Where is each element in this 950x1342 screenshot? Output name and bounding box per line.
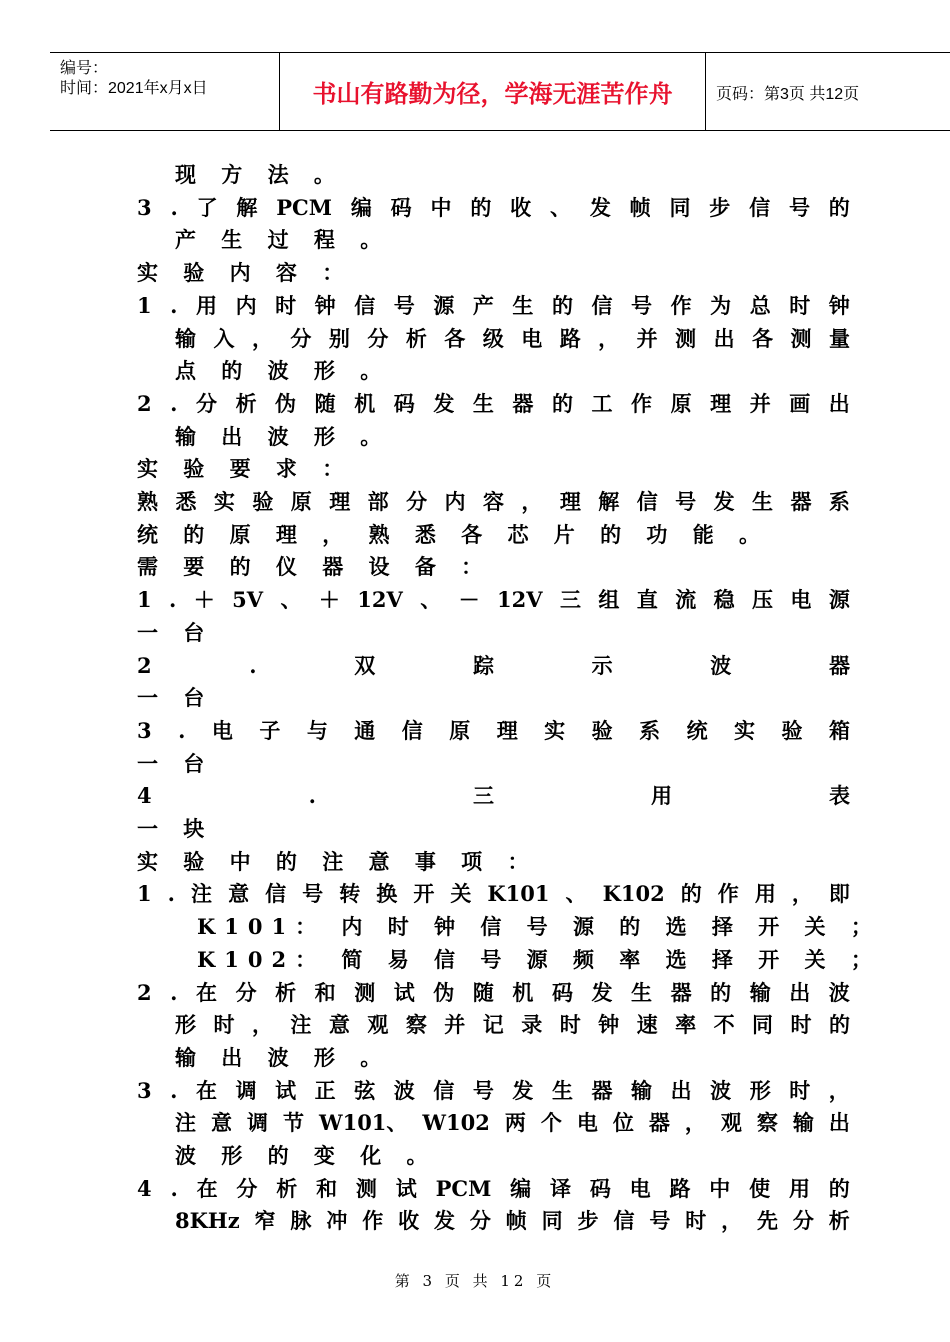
header-page-info: 页码：第3页 共12页 — [716, 86, 860, 103]
header-meta — [60, 59, 208, 99]
serial-label: 编号： — [60, 60, 109, 77]
text-line: 一 台 — [137, 685, 214, 711]
text-line: 1 . 用 内 时 钟 信 号 源 产 生 的 信 号 作 为 总 时 钟 — [137, 292, 850, 318]
text-line: 现 方 法 。 — [175, 162, 344, 187]
text-line: 需 要 的 仪 器 设 备 ： — [137, 554, 492, 580]
text-line: 输 出 波 形 。 — [175, 423, 391, 449]
text-line: 一 台 — [137, 619, 214, 645]
page-header — [50, 52, 950, 131]
text-line: 1 . ＋ 5V 、 ＋ 12V 、 － 12V 三 组 直 流 稳 压 电 源 — [137, 587, 850, 613]
header-divider — [705, 53, 706, 130]
text-line: 1 . 注 意 信 号 转 换 开 关 K101 、 K102 的 作 用 ， 即 — [137, 881, 850, 907]
text-line: 输 入 ， 分 别 分 析 各 级 电 路 ， 并 测 出 各 测 量 — [175, 325, 850, 351]
text-line: 波 形 的 变 化 。 — [175, 1143, 437, 1168]
text-line: 统 的 原 理 ， 熟 悉 各 芯 片 的 功 能 。 — [137, 521, 770, 547]
text-line: 输 出 波 形 。 — [175, 1044, 391, 1070]
text-line: 熟 悉 实 验 原 理 部 分 内 容 ， 理 解 信 号 发 生 器 系 — [137, 489, 850, 514]
text-line: 4 . 三 用 表 — [137, 783, 850, 809]
text-line: 8KHz 窄 脉 冲 作 收 发 分 帧 同 步 信 号 时 ， 先 分 析 — [175, 1208, 850, 1234]
text-line: 注 意 调 节 W101、 W102 两 个 电 位 器 ， 观 察 输 出 — [175, 1110, 850, 1136]
text-line: 3 . 在 调 试 正 弦 波 信 号 发 生 器 输 出 波 形 时 ， — [137, 1077, 850, 1103]
text-line: 实 验 内 容 ： — [137, 260, 353, 286]
text-line: 4 . 在 分 析 和 测 试 PCM 编 译 码 电 路 中 使 用 的 — [137, 1175, 850, 1201]
text-line: 2 . 双 踪 示 波 器 — [137, 652, 850, 678]
text-line: 3 . 了 解 PCM 编 码 中 的 收 、 发 帧 同 步 信 号 的 — [137, 194, 850, 220]
text-line: 2 . 在 分 析 和 测 试 伪 随 机 码 发 生 器 的 输 出 波 — [137, 979, 850, 1005]
text-line: 形 时 ， 注 意 观 察 并 记 录 时 钟 速 率 不 同 时 的 — [175, 1012, 850, 1038]
text-line: 点 的 波 形 。 — [175, 358, 391, 384]
text-line: 产 生 过 程 。 — [175, 227, 391, 253]
page-footer: 第 3 页 共 12 页 — [394, 1272, 556, 1290]
text-line: 一 台 — [137, 750, 214, 776]
header-motto: 书山有路勤为径，学海无涯苦作舟 — [312, 80, 673, 108]
text-line: 3 . 电 子 与 通 信 原 理 实 验 系 统 实 验 箱 — [137, 717, 850, 743]
text-line: K102： 简 易 信 号 源 频 率 选 择 开 关 ； — [197, 946, 881, 972]
text-line: K101： 内 时 钟 信 号 源 的 选 择 开 关 ； — [197, 914, 881, 940]
text-line: 实 验 中 的 注 意 事 项 ： — [137, 848, 538, 874]
time-label: 时间：2021年x月x日 — [60, 80, 208, 97]
text-line: 2 . 分 析 伪 随 机 码 发 生 器 的 工 作 原 理 并 画 出 — [137, 390, 850, 416]
text-line: 一 块 — [137, 816, 214, 841]
text-line: 实 验 要 求 ： — [137, 456, 353, 482]
